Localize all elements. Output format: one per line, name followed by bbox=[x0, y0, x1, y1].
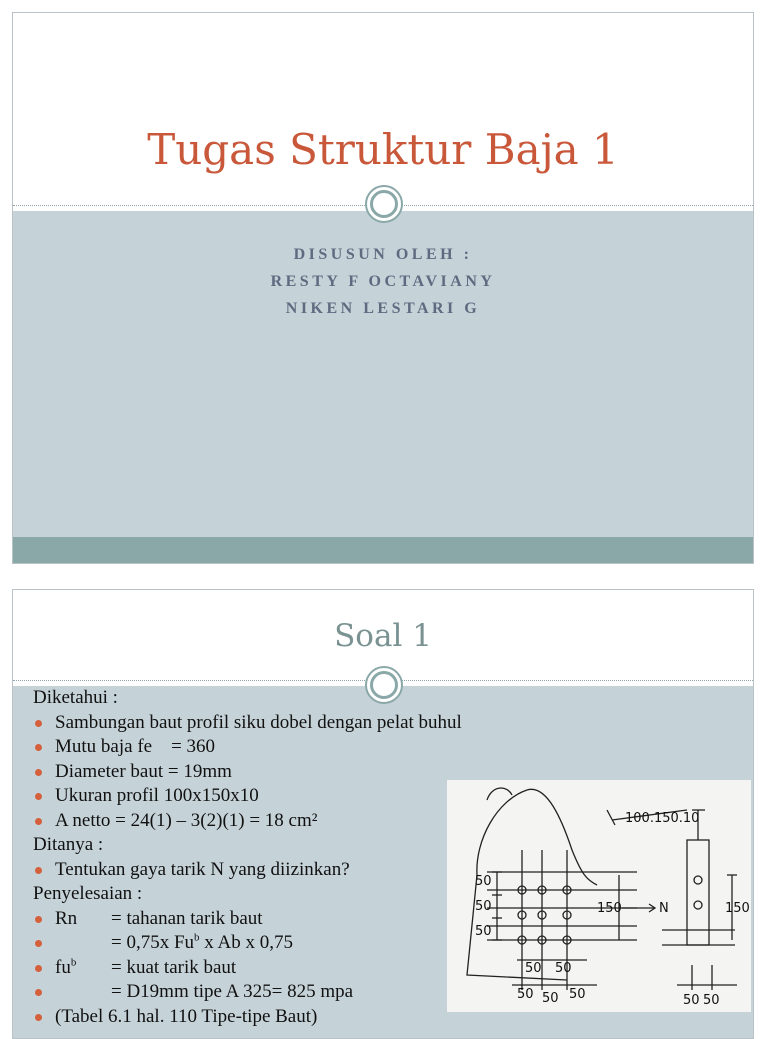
text-line: Penyelesaian : bbox=[33, 883, 143, 904]
dim-label: 50 bbox=[475, 899, 492, 914]
bullet-item: Tentukan gaya tarik N yang diizinkan? bbox=[33, 858, 573, 883]
dim-label: 50 bbox=[703, 993, 720, 1008]
bullet-item: Sambungan baut profil siku dobel dengan pelat buhul bbox=[33, 711, 573, 736]
slide-title: Tugas Struktur Baja 1 bbox=[147, 125, 619, 174]
author-line: RESTY F OCTAVIANY bbox=[270, 273, 496, 290]
formula-part: x Ab x 0,75 bbox=[199, 932, 293, 953]
dim-label: 50 bbox=[683, 993, 700, 1008]
superscript: b bbox=[194, 931, 200, 944]
bolt-connection-sketch bbox=[447, 780, 751, 1012]
text-line: Ditanya : bbox=[33, 834, 104, 855]
bullet-item: Ukuran profil 100x150x10 bbox=[33, 784, 573, 809]
dim-label: 50 bbox=[475, 874, 492, 889]
author-line: DISUSUN OLEH : bbox=[293, 246, 473, 263]
bullet-item: A netto = 24(1) – 3(2)(1) = 18 cm² bbox=[33, 809, 573, 834]
bottom-band bbox=[13, 537, 753, 564]
term-definition: = tahanan tarik baut bbox=[111, 907, 263, 929]
term-label: Rn bbox=[55, 907, 78, 929]
term-definition: = kuat tarik baut bbox=[111, 956, 237, 978]
bullet-item: (Tabel 6.1 hal. 110 Tipe-tipe Baut) bbox=[33, 1005, 573, 1030]
dim-label: 150 bbox=[725, 901, 750, 916]
bullet-item: Diameter baut = 19mm bbox=[33, 760, 573, 785]
authors-block bbox=[13, 241, 753, 322]
dim-label: 50 bbox=[555, 961, 572, 976]
bullet-item: Mutu baja fe = 360 bbox=[33, 735, 573, 760]
dim-label: 50 bbox=[542, 991, 559, 1006]
term-label: fu bbox=[55, 956, 71, 978]
slide-title: Soal 1 bbox=[334, 618, 432, 654]
title-slide bbox=[12, 12, 754, 564]
dim-label: 50 bbox=[569, 987, 586, 1002]
profile-label: 100.150.10 bbox=[625, 811, 700, 826]
term-definition: = D19mm tipe A 325= 825 mpa bbox=[111, 981, 354, 1002]
dim-label: 50 bbox=[475, 924, 492, 939]
dim-label: 150 bbox=[597, 901, 622, 916]
superscript: b bbox=[70, 956, 77, 969]
dim-label: 50 bbox=[525, 961, 542, 976]
author-line: NIKEN LESTARI G bbox=[285, 300, 481, 317]
sketch-svg bbox=[447, 780, 751, 1012]
ring-ornament-icon bbox=[365, 185, 403, 223]
dim-label: 50 bbox=[517, 987, 534, 1002]
formula-part: = 0,75x Fu bbox=[111, 932, 195, 953]
force-label: N bbox=[659, 901, 669, 916]
text-line: Diketahui : bbox=[33, 687, 118, 708]
content-slide bbox=[12, 589, 754, 1039]
